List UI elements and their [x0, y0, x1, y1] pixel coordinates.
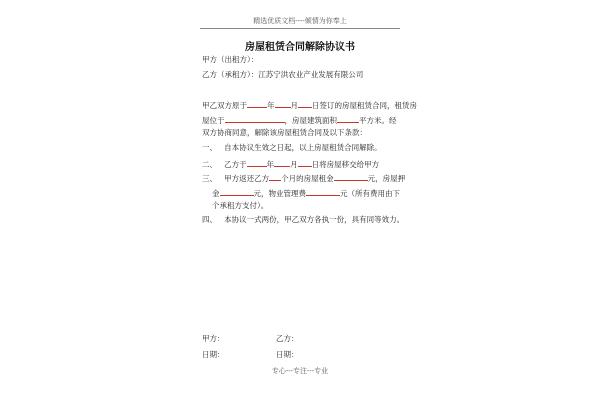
party-a-line	[202, 55, 258, 65]
blank-month	[275, 99, 291, 108]
clause-1	[202, 143, 382, 153]
blank-month-2	[274, 158, 290, 167]
blank-months	[269, 172, 281, 181]
blank-location	[225, 114, 285, 123]
clause-3-text: 甲方返还乙方	[224, 174, 270, 183]
month-label: 月	[290, 101, 298, 110]
clause-3-line-2	[212, 187, 400, 199]
area-unit: 平方米。经	[359, 116, 397, 125]
intro-line-2	[202, 114, 397, 126]
intro-text: 甲乙双方原于	[202, 101, 247, 110]
location-label: 屋位于	[202, 116, 225, 125]
deposit-label-cont: 金	[212, 189, 220, 198]
clause-2-text-cont: 日将房屋移交给甲方	[311, 160, 380, 169]
clause-3-line-1	[202, 172, 405, 184]
blank-day-2	[298, 158, 312, 167]
blank-year	[247, 99, 267, 108]
rent-label: 个月的房屋租金	[281, 174, 334, 183]
intro-text-cont: 日签订的房屋租赁合同，租赁房	[312, 101, 417, 110]
signature-party-a: 甲方：	[202, 334, 225, 343]
blank-day	[298, 99, 312, 108]
area-label: ，房屋建筑面积	[284, 116, 337, 125]
property-fee-label: 元，物业管理费	[253, 189, 306, 198]
month-label-2: 月	[290, 160, 298, 169]
clause-2-number: 二、	[202, 160, 217, 169]
intro-line-3: 双方协商同意，解除该房屋租赁合同及以下条款：	[202, 128, 367, 137]
blank-area	[337, 114, 359, 123]
blank-property-fee	[306, 187, 340, 196]
party-a-label: 甲方（出租方）：	[202, 55, 259, 64]
party-b-label: 乙方（承租方）：	[202, 70, 259, 79]
intro-line-1	[202, 99, 417, 111]
year-label-2: 年	[266, 160, 275, 169]
page-footer: 专心---专注---专业	[271, 367, 329, 375]
date-party-a: 日期：	[202, 350, 225, 359]
clause-2-text: 乙方于	[224, 160, 247, 169]
date-party-b: 日期：	[276, 350, 299, 359]
clause-2	[202, 158, 379, 170]
clause-3-line-3: 个承租方支付）。	[212, 201, 269, 210]
header-divider	[200, 28, 400, 29]
signature-party-b: 乙方：	[276, 334, 299, 343]
deposit-label: 元，房屋押	[367, 174, 406, 183]
party-b-line	[202, 70, 363, 80]
fee-note: 元（所有费用由下	[340, 189, 400, 198]
document-title: 房屋租赁合同解除协议书	[245, 42, 355, 53]
blank-deposit	[220, 187, 254, 196]
page-header: 精选优质文档----倾情为你奉上	[253, 17, 347, 25]
blank-year-2	[247, 158, 267, 167]
clause-1-text: 自本协议生效之日起，以上房屋租赁合同解除。	[224, 143, 382, 152]
clause-3-number: 三、	[202, 174, 217, 183]
clause-1-number: 一、	[202, 143, 217, 152]
clause-4-text: 本协议一式两份，甲乙双方各执一份，具有同等效力。	[224, 215, 405, 224]
party-b-value: 江苏宁洪农业产业发展有限公司	[258, 70, 364, 79]
clause-4	[202, 215, 404, 225]
year-label: 年	[267, 101, 275, 110]
clause-4-number: 四、	[202, 215, 217, 224]
blank-rent	[334, 172, 368, 181]
